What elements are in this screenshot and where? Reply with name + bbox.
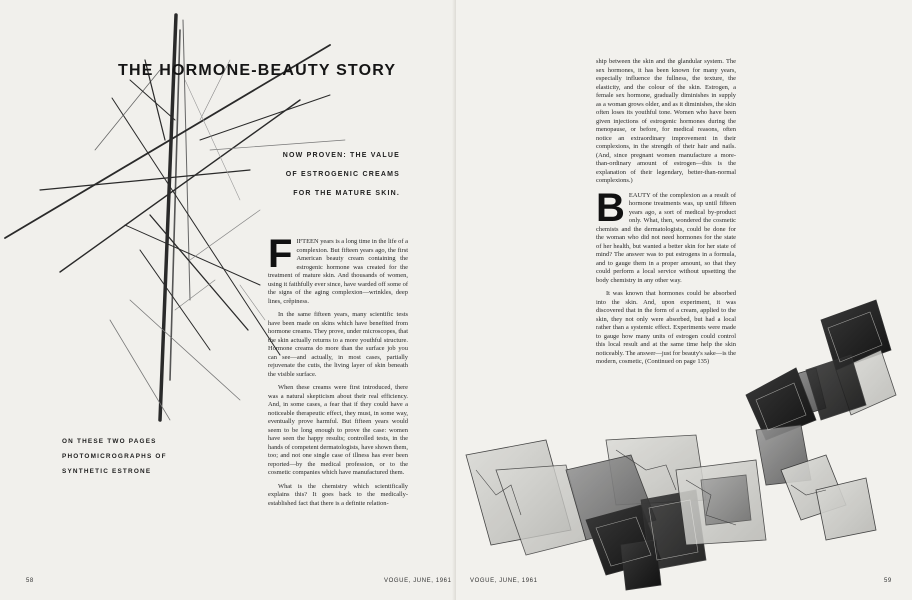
body-paragraph: When these creams were first introduced, there was a natural skepticism about their real efficiency. And, in some cases, a fear that if they could have a noticeable therapeutic effect, they must, in some way, eventually prove harmful. But fifteen years would seem to be long enough to prove the case: women have seen the happy results; controlled tests, in the hands of competent dermatologists, have shown them, too; and not one single case of illness has ever been reported—by the medical profession, or to the cosmetic companies which have manufactured them. (268, 384, 408, 476)
photo-caption (62, 434, 232, 479)
page-footer: VOGUE, JUNE, 1961 (384, 578, 452, 584)
drop-cap: B (596, 185, 625, 230)
body-paragraph: What is the chemistry which scientifically explains this? It goes back to the medically-established fact that there is a definite relation- (268, 482, 408, 507)
estrone-plate-crystals-photomicrograph (456, 0, 912, 600)
caption-line: SYNTHETIC ESTRONE (62, 468, 152, 475)
subhead-line: FOR THE MATURE SKIN. (293, 190, 400, 197)
article-subhead (250, 146, 400, 203)
drop-cap: F (268, 232, 293, 276)
body-paragraph: ship between the skin and the glandular system. The sex hormones, it has been known for many years, especially influence the fullness, the texture, the elasticity, and the colour of the skin. Estrogen, a female sex hormone, gradually diminishes in supply as a woman grows older, and as it diminishes, the skin often loses its youthful tone. Women who have been given injections of estrogenic hormones during the menopause, or before, for medical reasons, often notice an extraordinary improvement in their complexions, in the strength of their hair and nails. (And, since pregnant women manufacture a more-than-ordinary amount of estrogen—this is the explanation of their legendary, better-than-normal complexions.) (596, 58, 736, 184)
page-number: 58 (26, 578, 34, 584)
body-paragraph: In the same fifteen years, many scientific tests have been made on skins which have benefited from hormone creams. They prove, under microscopes, that the skin actually returns to a more youthful structure. Hormone creams do more than the surface job you can see—and actually, in most cases, partially rejuvenate the cutis, the living layer of skin beneath the visible surface. (268, 311, 408, 378)
left-body-column (268, 232, 408, 513)
paragraph-text: EAUTY of the complexion as a result of hormone treatments was, up until fifteen years ago, a sort of medical by-product only. What, then, wondered the cosmetic chemists and the dermatologists, could be done for the woman who did not need hormones for the state of her health, but wanted a better skin for her state of mind? The answer was to put estrogens in a formula, and to gauge them in a proper amount, so that they could perform a local service without upsetting the body chemistry in any other way. (596, 191, 736, 284)
page-number: 59 (884, 578, 892, 584)
article-title: THE HORMONE-BEAUTY STORY (118, 62, 397, 79)
paragraph-text: IFTEEN years is a long time in the life of a complexion. But fifteen years ago, the first American beauty cream containing the estrogenic hormone was created for the treatment of mature skin. And thousands of women, using it faithfully ever since, have warded off some of the signs of the aging complexion—wrinkles, deep lines, crêpiness. (268, 238, 408, 305)
body-paragraph: It was known that hormones could be absorbed into the skin. And, upon experiment, it was discovered that in the form of a cream, applied to the skin, they not only were absorbed, but had a local rather than a systemic effect. Experiments were made to gauge how many units of estrogen could control this local result and at the same time help the skin noticeably. The answer—just for beauty's sake—is the modern, cosmetic, (Continued on page 135) (596, 290, 736, 365)
page-footer: VOGUE, JUNE, 1961 (470, 578, 538, 584)
caption-line: ON THESE TWO PAGES (62, 438, 157, 445)
caption-line: PHOTOMICROGRAPHS OF (62, 453, 167, 460)
body-paragraph (268, 232, 408, 306)
right-page (456, 0, 912, 600)
subhead-line: OF ESTROGENIC CREAMS (285, 171, 400, 178)
subhead-line: NOW PROVEN: THE VALUE (282, 152, 400, 159)
